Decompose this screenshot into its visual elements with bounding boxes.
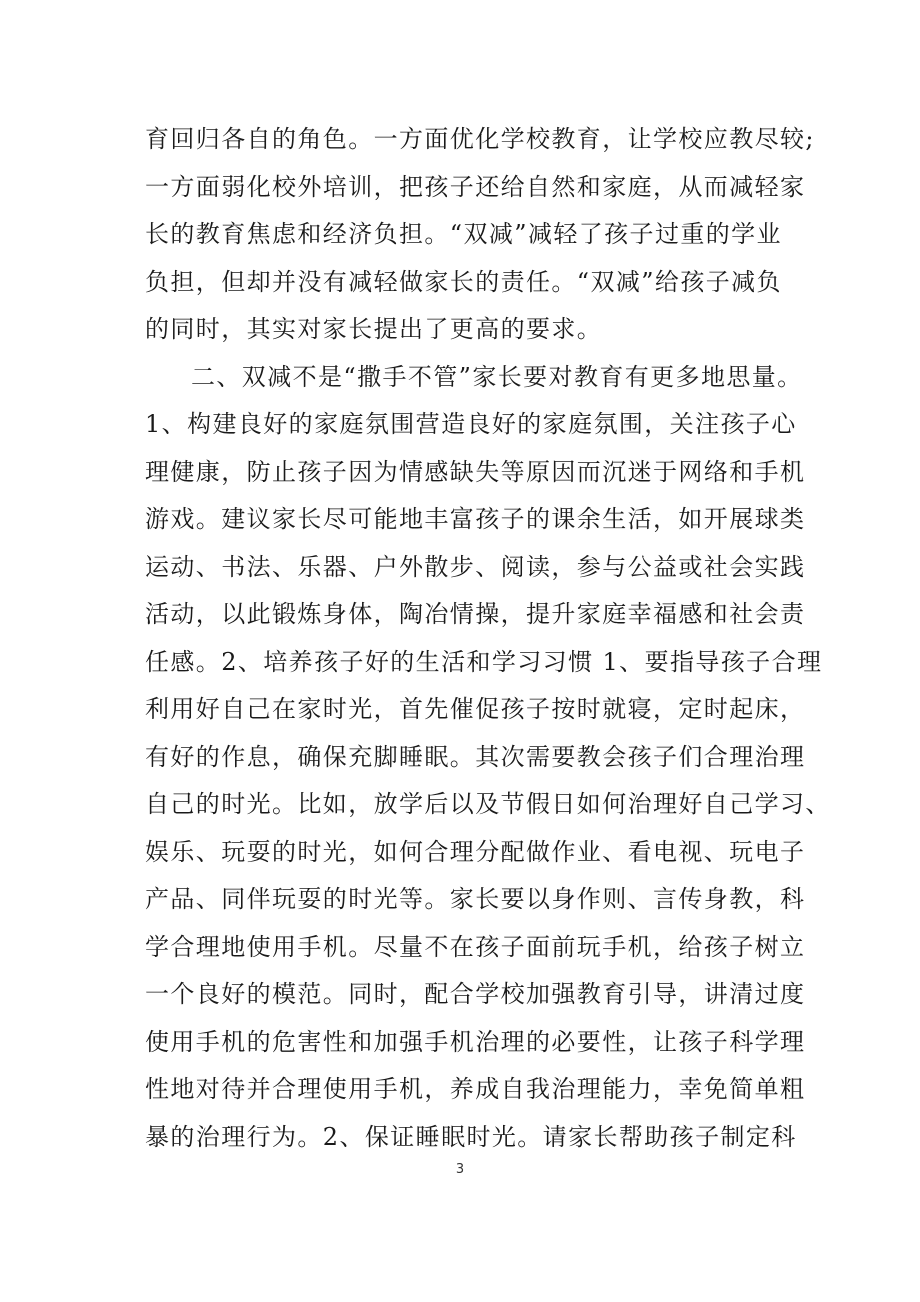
- text-line: 运动、书法、乐器、户外散步、阅读，参与公益或社会实践: [145, 552, 806, 581]
- text-line: 一个良好的模范。同时，配合学校加强教育引导，讲清过度: [145, 980, 806, 1008]
- text-line: 自己的时光。比如，放学后以及节假日如何治理好自己学习、: [145, 790, 831, 818]
- text-line: 活动，以此锻炼身体，陶冶情操，提升家庭幸福感和社会责: [145, 600, 806, 628]
- text-line: 有好的作息，确保充脚睡眠。其次需要教会孩子们合理治理: [145, 742, 806, 771]
- body-text: [145, 116, 831, 1161]
- text-line: 使用手机的危害性和加强手机治理的必要性，让孩子科学理: [145, 1027, 806, 1056]
- text-line: 暴的治理行为。2、保证睡眠时光。请家长帮助孩子制定科: [145, 1122, 797, 1151]
- text-line: 1、构建良好的家庭氛围营造良好的家庭氛围，关注孩子心: [145, 410, 797, 438]
- text-line: 育回归各自的角色。一方面优化学校教育，让学校应教尽较;: [145, 125, 815, 153]
- text-line: 产品、同伴玩耍的时光等。家长要以身作则、言传身教，科: [145, 885, 806, 913]
- text-line: 长的教育焦虑和经济负担。“双减”减轻了孩子过重的学业: [145, 220, 782, 248]
- page-number: 3: [455, 1162, 465, 1177]
- text-line: 负担，但却并没有减轻做家长的责任。“双减”给孩子减负: [145, 267, 782, 296]
- section-heading: 二、双减不是“撒手不管”家长要对教育有更多地思量。: [191, 362, 803, 391]
- text-line: 一方面弱化校外培训，把孩子还给自然和家庭，从而减轻家: [145, 172, 806, 201]
- text-line: 的同时，其实对家长提出了更高的要求。: [145, 315, 603, 343]
- text-line: 性地对待并合理使用手机，养成自我治理能力，幸免简单粗: [145, 1075, 806, 1103]
- text-line: 学合理地使用手机。尽量不在孩子面前玩手机，给孩子树立: [145, 932, 806, 961]
- text-line: 利用好自己在家时光，首先催促孩子按时就寝，定时起床，: [145, 695, 806, 723]
- text-line: 游戏。建议家长尽可能地丰富孩子的课余生活，如开展球类: [145, 505, 806, 533]
- text-line: 娱乐、玩耍的时光，如何合理分配做作业、看电视、玩电子: [145, 837, 806, 866]
- text-line: 理健康，防止孩子因为情感缺失等原因而沉迷于网络和手机: [145, 457, 806, 486]
- text-line: 任感。2、培养孩子好的生活和学习习惯 1、要指导孩子合理: [145, 647, 823, 676]
